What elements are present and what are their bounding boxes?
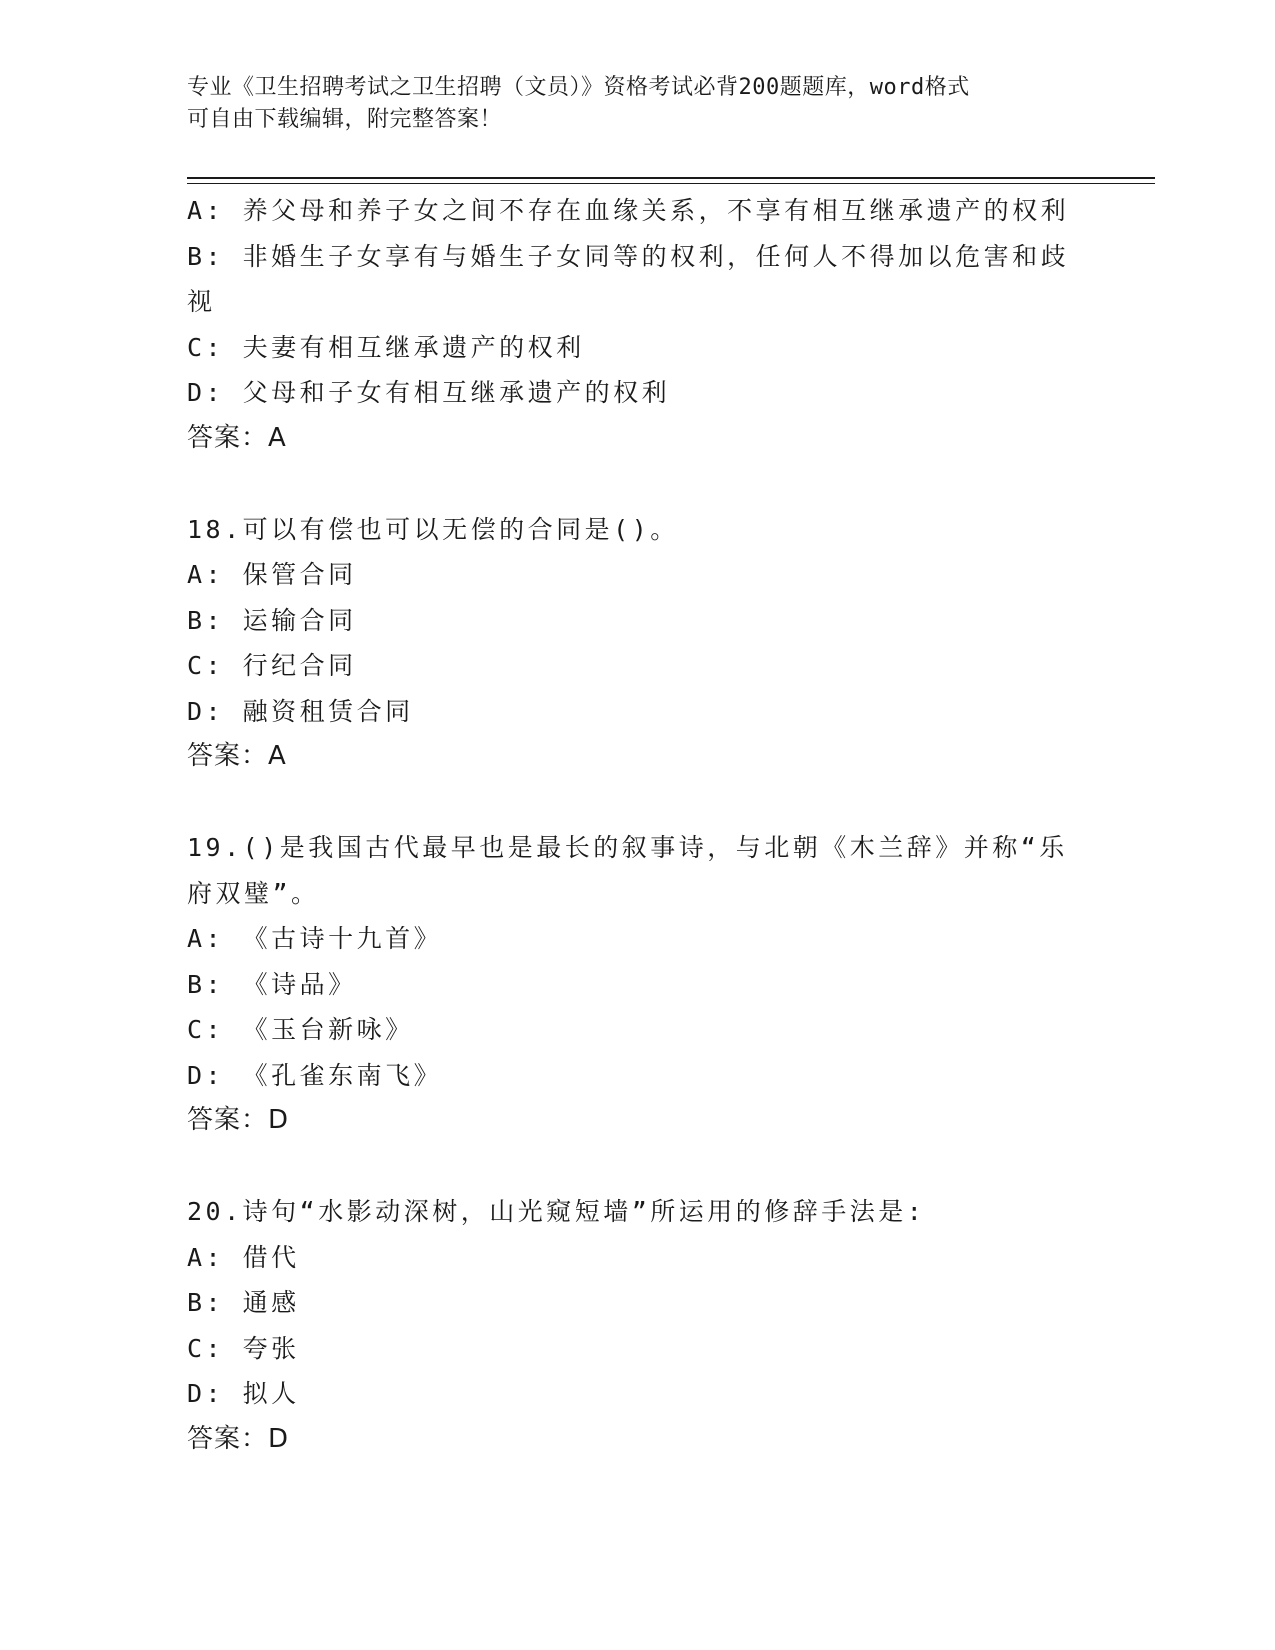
option-d: D: 融资租赁合同 bbox=[187, 696, 414, 726]
question-text: 19.()是我国古代最早也是最长的叙事诗，与北朝《木兰辞》并称“乐 bbox=[187, 833, 1068, 862]
option-c: C: 行纪合同 bbox=[187, 651, 357, 680]
question-block-18 bbox=[187, 507, 1087, 780]
header-line-1: 专业《卫生招聘考试之卫生招聘（文员）》资格考试必背200题题库，word格式 bbox=[187, 75, 970, 100]
answer-label: 答案：A bbox=[187, 741, 287, 771]
option-d: D: 拟人 bbox=[187, 1379, 300, 1408]
question-text: 18.可以有偿也可以无偿的合同是()。 bbox=[187, 514, 679, 544]
answer-label: 答案：A bbox=[187, 422, 287, 453]
option-a: A: 保管合同 bbox=[187, 560, 357, 589]
question-block-19 bbox=[187, 825, 1087, 1144]
option-b-continued: 视 bbox=[187, 287, 216, 316]
option-b: B: 运输合同 bbox=[187, 605, 357, 635]
option-d: D: 父母和子女有相互继承遗产的权利 bbox=[187, 378, 671, 407]
header-divider-thin bbox=[187, 183, 1155, 184]
option-b: B: 通感 bbox=[187, 1288, 300, 1317]
option-c: C: 夫妻有相互继承遗产的权利 bbox=[187, 332, 585, 362]
option-b: B: 非婚生子女享有与婚生子女同等的权利，任何人不得加以危害和歧 bbox=[187, 241, 1070, 271]
option-d: D: 《孔雀东南飞》 bbox=[187, 1060, 443, 1090]
option-a: A: 养父母和养子女之间不存在血缘关系，不享有相互继承遗产的权利 bbox=[187, 196, 1070, 225]
option-c: C: 《玉台新咏》 bbox=[187, 1015, 414, 1044]
answer-label: 答案：D bbox=[187, 1423, 290, 1454]
question-text: 20.诗句“水影动深树，山光窥短墙”所运用的修辞手法是: bbox=[187, 1197, 926, 1226]
header-line-2: 可自由下载编辑，附完整答案！ bbox=[187, 107, 503, 132]
question-text-continued: 府双璧”。 bbox=[187, 878, 320, 908]
question-list bbox=[187, 188, 1087, 1462]
document-header bbox=[187, 72, 1087, 136]
answer-label: 答案：D bbox=[187, 1105, 290, 1135]
question-block-17 bbox=[187, 188, 1087, 461]
option-c: C: 夸张 bbox=[187, 1333, 300, 1363]
header-divider-thick bbox=[187, 177, 1155, 179]
option-a: A: 借代 bbox=[187, 1242, 300, 1272]
option-b: B: 《诗品》 bbox=[187, 969, 357, 999]
question-block-20 bbox=[187, 1189, 1087, 1462]
option-a: A: 《古诗十九首》 bbox=[187, 924, 443, 953]
